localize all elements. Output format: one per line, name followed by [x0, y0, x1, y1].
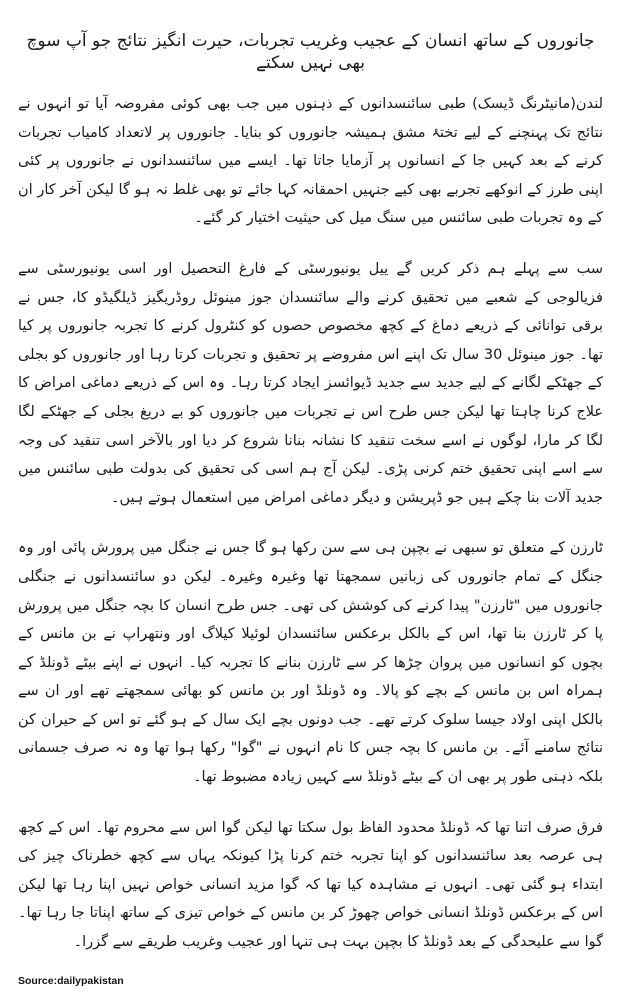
article-paragraph-3: ٹارزن کے متعلق تو سبھی نے بچپن ہی سے سن رکھا ہو گا جس نے جنگل میں پرورش پائی اور وہ جنگل کے تمام جانوروں کی زبانیں سمجھتا تھا وغیرہ وغیرہ۔ لیکن دو سائنسدانوں نے جنگلی جانوروں میں "ٹارزن" پیدا کرنے کی کوشش کی تھی۔ جس طرح انسان کا بچہ جنگل میں پرورش پا کر ٹارزن بنا تھا، اس کے بالکل برعکس سائنسدان لوئیلا کیلاگ اور ونتھراپ نے بن مانس کے بچوں کو انسانوں میں پروان چڑھا کر سے ٹارزن بنانے کا تجربہ کیا۔ انہوں نے اپنے بیٹے ڈونلڈ کے ہمراہ اس بن مانس کے بچے کو پالا۔ وہ ڈونلڈ اور بن مانس کو بھائی سمجھتے تھے اور ان سے بالکل اپنی اولاد جیسا سلوک کرتے تھے۔ جب دونوں بچے ایک سال کے ہو گئے تو اس کے حیران کن نتائج سامنے آئے۔ بن مانس کا بچہ جس کا نام انہوں نے "گوا" رکھا ہوا تھا وہ نہ صرف جسمانی بلکہ ذہنی طور پر بھی ان کے بیٹے ڈونلڈ سے کہیں زیادہ مضبوط تھا۔ [18, 540, 603, 786]
source-credit: Source:dailypakistan [18, 975, 124, 987]
article-paragraph-1: لندن(مانیٹرنگ ڈیسک) طبی سائنسدانوں کے ذہنوں میں جب بھی کوئی مفروضہ آیا تو انہوں نے نتائج تک پہنچنے کے لیے تختۂ مشق ہمیشہ جانوروں کو بنایا۔ جانوروں پر لاتعداد کامیاب تجربات کرنے کے بعد کہیں جا کے انسانوں پر آزمایا جاتا تھا۔ ایسے میں سائنسدانوں نے جانوروں پر کئی اپنی طرز کے انوکھے تجربے بھی کیے جنہیں احمقانہ کہا جائے تو بھی غلط نہ ہو گا لیکن آخر کار ان کے وہ تجربات طبی سائنس میں سنگ میل کی حیثیت اختیار کر گئے۔ [18, 96, 603, 227]
article-paragraph-2: سب سے پہلے ہم ذکر کریں گے ییل یونیورسٹی کے فارغ التحصیل اور اسی یونیورسٹی سے فزیالوجی کے شعبے میں تحقیق کرنے والے سائنسدان جوز مینوئل روڈریگیز ڈیلگیڈو کا، جس نے برقی توانائی کے ذریعے دماغ کے کچھ مخصوص حصوں کو کنٹرول کرنے کا تجربہ جانوروں پر کیا تھا۔ جوز مینوئل 30 سال تک اپنے اس مفروضے پر تحقیق و تجربات کرتا رہا اور جانوروں کو بجلی کے جھٹکے لگانے کے لیے جدید سے جدید ڈیوائسز ایجاد کرتا رہا۔ وہ اس کے ذریعے دماغی امراض کا علاج کرنا چاہتا تھا لیکن جس طرح اس نے تجربات میں جانوروں کو بے دریغ بجلی کے جھٹکے لگا لگا کر مارا، لوگوں نے اسے سخت تنقید کا نشانہ بنانا شروع کر دیا اور بالآخر اسی تنقید کی وجہ سے اسے اپنی تحقیق ختم کرنی پڑی۔ لیکن آج ہم اسی کی تحقیق کی بدولت طبی سائنس میں جدید آلات بنا چکے ہیں جو ڈپریشن و دیگر دماغی امراض میں استعمال ہوتے ہیں۔ [18, 260, 603, 506]
article-title: جانوروں کے ساتھ انسان کے عجیب وغریب تجربات، حیرت انگیز نتائج جو آپ سوچ بھی نہیں سکتے [26, 31, 595, 73]
article-paragraph-4: فرق صرف اتنا تھا کہ ڈونلڈ محدود الفاظ بول سکتا تھا لیکن گوا اس سے محروم تھا۔ اس کے کچھ ہی عرصہ بعد سائنسدانوں کو اپنا تجربہ ختم کرنا پڑا کیونکہ یہاں سے کچھ خطرناک چیز کی ابتداء ہو گئی تھی۔ انہوں نے مشاہدہ کیا تھا کہ گوا مزید انسانی خواص نہیں اپنا رہا تھا لیکن اس کے برعکس ڈونلڈ انسانی خواص چھوڑ کر بن مانس کے خواص تیزی کے ساتھ اپناتا جا رہا تھا۔ گوا سے علیحدگی کے بعد ڈونلڈ کا بچپن بہت ہی تنہا اور عجیب وغریب طریقے سے گزرا۔ [18, 819, 603, 951]
